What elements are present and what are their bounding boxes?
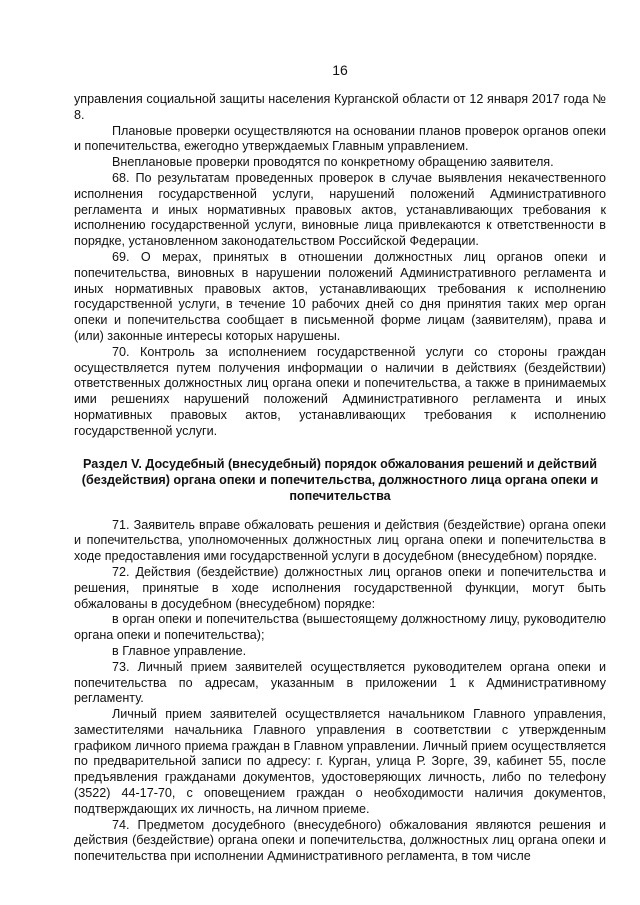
section-heading: Раздел V. Досудебный (внесудебный) порядок обжалования решений и действий (бездействия) органа опеки и попечительства, должностного лица органа опеки и попечительства: [81, 456, 599, 503]
paragraph: 69. О мерах, принятых в отношении должностных лиц органов опеки и попечительства, виновных в нарушении положений Административного регламента и иных нормативных правовых актов, устанавливающих требования к исполнению государственной услуги, в течение 10 рабочих дней со дня принятия таких мер орган опеки и попечительства сообщает в письменной форме лицам (заявителям), права и (или) законные интересы которых нарушены.: [74, 249, 606, 343]
paragraph: в орган опеки и попечительства (вышестоящему должностному лицу, руководителю органа опеки и попечительства);: [74, 612, 606, 643]
paragraph: 71. Заявитель вправе обжаловать решения и действия (бездействие) органа опеки и попечительства, уполномоченных должностных лиц органа опеки и попечительства в ходе предоставления ими государственной услуги в досудебном (внесудебном) порядке.: [74, 517, 606, 564]
text-block-top: [74, 92, 606, 440]
paragraph: 74. Предметом досудебного (внесудебного) обжалования являются решения и действия (бездействие) органа опеки и попечительства, должностных лиц органа опеки и попечительства при исполнении Административного регламента, в том числе: [74, 817, 606, 864]
paragraph: 72. Действия (бездействие) должностных лиц органов опеки и попечительства и решения, принятые в ходе исполнения государственной функции, могут быть обжалованы в досудебном (внесудебном) порядке:: [74, 564, 606, 611]
paragraph: Личный прием заявителей осуществляется начальником Главного управления, заместителями начальника Главного управления в соответствии с утвержденным графиком личного приема граждан в Главном управлении. Личный прием осуществляется по предварительной записи по адресу: г. Курган, улица Р. Зорге, 39, кабинет 55, после предъявления гражданами документов, удостоверяющих личность, либо по телефону (3522) 44-17-70, с оповещением граждан о необходимости наличия документов, подтверждающих их личность, на личном приеме.: [74, 707, 606, 816]
paragraph: в Главное управление.: [112, 643, 247, 658]
paragraph: 70. Контроль за исполнением государственной услуги со стороны граждан осуществляется путем получения информации о наличии в действиях (бездействии) ответственных должностных лиц органа опеки и попечительства, а также в принимаемых ими решениях нарушений положений Административного регламента и иных нормативных правовых актов, устанавливающих требования к исполнению государственной услуги.: [74, 344, 606, 438]
paragraph: Внеплановые проверки проводятся по конкретному обращению заявителя.: [112, 155, 554, 170]
paragraph: 68. По результатам проведенных проверок в случае выявления некачественного исполнения государственной услуги, нарушений положений Административного регламента и иных нормативных правовых актов, устанавливающих требования к исполнению государственной услуги, виновные лица привлекаются к ответственности в порядке, установленном законодательством Российской Федерации.: [74, 170, 606, 249]
text-block-bottom: [74, 518, 606, 866]
paragraph: 73. Личный прием заявителей осуществляется руководителем органа опеки и попечительства по адресам, указанным в приложении 1 к Административному регламенту.: [74, 659, 606, 706]
page-number: 16: [332, 62, 348, 78]
paragraph: управления социальной защиты населения Курганской области от 12 января 2017 года № 8.: [74, 92, 606, 122]
paragraph: Плановые проверки осуществляются на основании планов проверок органов опеки и попечительства, ежегодно утверждаемых Главным управлением.: [74, 123, 606, 154]
